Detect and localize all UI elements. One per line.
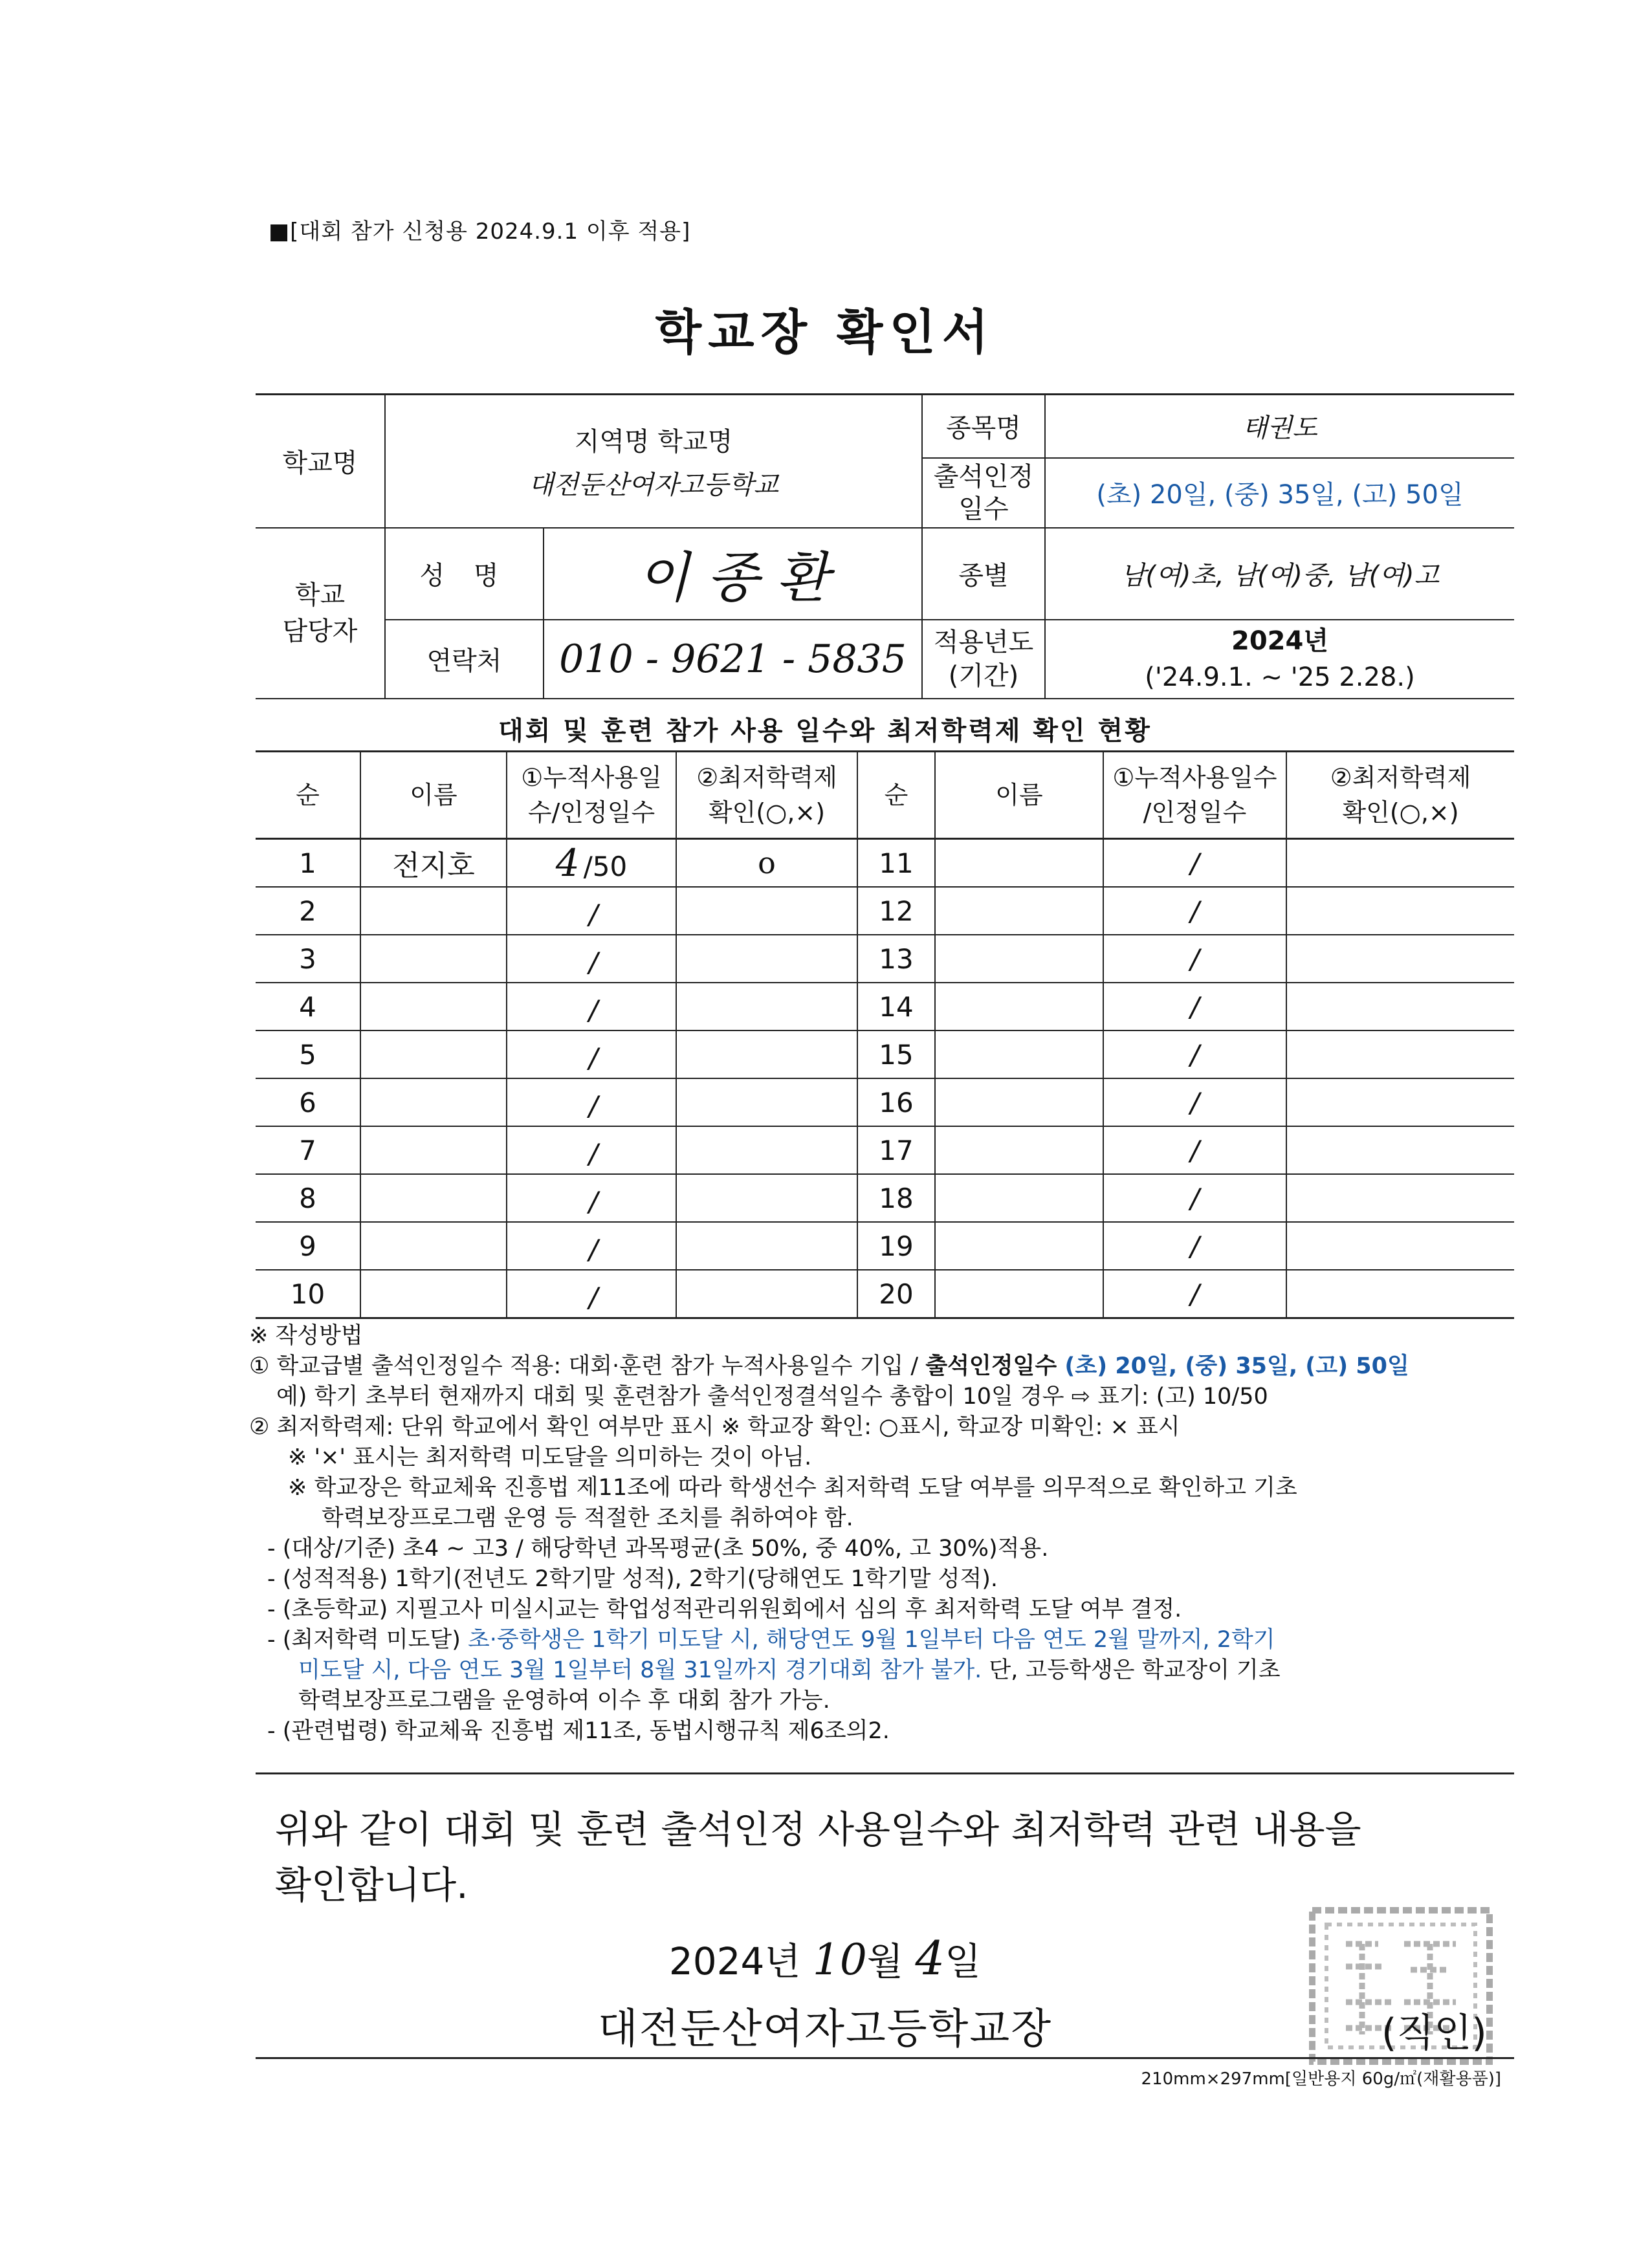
gender-value (1045, 528, 1514, 620)
row-days-right: / (1103, 1078, 1286, 1126)
detail-5: - (관련법령) 학교체육 진흥법 제11조, 동법시행규칙 제6조의2. (267, 1718, 890, 1744)
row-name (360, 1030, 507, 1078)
detail-4-line3: 학력보장프로그램을 운영하여 이수 후 대회 참가 가능. (298, 1688, 830, 1714)
note-1 (249, 1351, 1517, 1382)
row-days (507, 1270, 676, 1318)
note-2-law-1: ※ 학교장은 학교체육 진흥법 제11조에 따라 학생선수 최저학력 도달 여부를 의무적으로 확인하고 기초 (288, 1475, 1297, 1501)
row-days-right: / (1103, 887, 1286, 935)
participation-table (256, 750, 1514, 1319)
row-days (507, 1030, 676, 1078)
date-day-handwritten: 4 (915, 1931, 945, 1985)
row-days (507, 887, 676, 935)
row-seq: 4 (256, 983, 360, 1030)
row-days-total: /50 (583, 851, 628, 882)
row-seq: 9 (256, 1222, 360, 1270)
row-days-total: / (588, 1186, 599, 1217)
header-days-line2: 수/인정일수 (527, 798, 655, 827)
manager-label-1: 학교 (294, 580, 346, 610)
detail-4 (249, 1625, 1517, 1655)
header-seq-right: 순 (857, 752, 935, 839)
note-1-bold: 출석인정일수 (925, 1353, 1057, 1379)
row-seq-right: 20 (857, 1270, 935, 1318)
attendance-value: (초) 20일, (중) 35일, (고) 50일 (1045, 458, 1514, 528)
row-min-check-right (1286, 983, 1514, 1030)
table-row (256, 1174, 1514, 1222)
header-days-right-line2: /인정일수 (1143, 798, 1247, 827)
table-row (256, 935, 1514, 983)
row-days-total: / (588, 1090, 599, 1122)
confirmation-text (275, 1802, 1517, 1913)
detail-1: - (대상/기준) 초4 ~ 고3 / 해당학년 과목평균(초 50%, 중 40%, 고 30%)적용. (267, 1536, 1049, 1562)
row-min-check-right (1286, 1270, 1514, 1318)
contact-label: 연락처 (385, 620, 544, 699)
instructions (249, 1321, 1517, 1747)
row-name-right (935, 1270, 1103, 1318)
header-min-right-line2: 확인(○,×) (1342, 798, 1459, 827)
info-table (256, 393, 1514, 699)
row-name (360, 1270, 507, 1318)
year-label-2: (기간) (948, 660, 1019, 691)
row-seq-right: 16 (857, 1078, 935, 1126)
row-seq-right: 13 (857, 935, 935, 983)
row-seq: 7 (256, 1126, 360, 1174)
row-seq: 1 (256, 839, 360, 888)
table-header-row (256, 752, 1514, 839)
school-label: 학교명 (256, 395, 385, 528)
row-days (507, 1174, 676, 1222)
row-seq: 3 (256, 935, 360, 983)
header-days-line1: ①누적사용일 (521, 763, 662, 792)
row-days-right: / (1103, 839, 1286, 888)
note-1-example: 예) 학기 초부터 현재까지 대회 및 훈련참가 출석인정결석일수 총합이 10일 경우 ⇨ 표기: (고) 10/50 (276, 1384, 1268, 1410)
header-days-right-line1: ①누적사용일수 (1112, 763, 1277, 792)
row-seq: 5 (256, 1030, 360, 1078)
row-days-total: / (588, 994, 599, 1026)
attendance-label-2: 일수 (958, 494, 1009, 524)
row-days-total: / (588, 1042, 599, 1074)
row-days (507, 983, 676, 1030)
detail-3: - (초등학교) 지필고사 미실시교는 학업성적관리위원회에서 심의 후 최저학력 도달 여부 결정. (267, 1597, 1182, 1622)
header-min-line1: ②최저학력제 (696, 763, 837, 792)
row-name (360, 1174, 507, 1222)
row-name-right (935, 1174, 1103, 1222)
row-days-total: / (588, 1138, 599, 1170)
table-row (256, 1078, 1514, 1126)
row-seq-right: 12 (857, 887, 935, 935)
row-seq-right: 19 (857, 1222, 935, 1270)
header-min (676, 752, 857, 839)
name-value-handwritten: 이 종 환 (544, 528, 922, 620)
row-days-total: / (588, 946, 599, 978)
row-seq: 2 (256, 887, 360, 935)
row-name-right (935, 1126, 1103, 1174)
table-row (256, 887, 1514, 935)
row-min-check (676, 1174, 857, 1222)
date-year: 2024년 (668, 1939, 801, 1983)
row-min-check (676, 983, 857, 1030)
row-days-right: / (1103, 935, 1286, 983)
detail-4-blue-2: 미도달 시, 다음 연도 3월 1일부터 8월 31일까지 경기대회 참가 불가. (298, 1657, 982, 1683)
gender-label: 종별 (922, 528, 1045, 620)
year-label-1: 적용년도 (933, 627, 1034, 657)
table-row (256, 1126, 1514, 1174)
detail-4-label: - (최저학력 미도달) (267, 1627, 468, 1653)
row-name (360, 1126, 507, 1174)
confirmation-line-1: 위와 같이 대회 및 훈련 출석인정 사용일수와 최저학력 관련 내용을 (275, 1807, 1361, 1851)
row-days-right: / (1103, 983, 1286, 1030)
row-name-right (935, 1078, 1103, 1126)
header-min-right-line1: ②최저학력제 (1330, 763, 1471, 792)
header-name-right: 이름 (935, 752, 1103, 839)
note-2-law-2: 학력보장프로그램 운영 등 적절한 조치를 취하여야 함. (322, 1505, 853, 1531)
row-name-right (935, 983, 1103, 1030)
attendance-label-1: 출석인정 (933, 461, 1034, 492)
row-min-check (676, 1078, 857, 1126)
detail-4-line2 (249, 1655, 1517, 1686)
header-name: 이름 (360, 752, 507, 839)
row-days-total: / (588, 1281, 599, 1313)
row-seq: 10 (256, 1270, 360, 1318)
row-seq-right: 14 (857, 983, 935, 1030)
detail-2: - (성적적용) 1학기(전년도 2학기말 성적), 2학기(당해연도 1학기말 성적). (267, 1566, 998, 1592)
row-min-check: o (676, 839, 857, 888)
row-days-right: / (1103, 1222, 1286, 1270)
divider-bottom (256, 2057, 1514, 2059)
row-name (360, 935, 507, 983)
date-day-unit: 일 (945, 1939, 982, 1983)
row-seq-right: 17 (857, 1126, 935, 1174)
note-1-values: (초) 20일, (중) 35일, (고) 50일 (1057, 1353, 1409, 1379)
row-min-check-right (1286, 1174, 1514, 1222)
row-days-right: / (1103, 1270, 1286, 1318)
header-seq: 순 (256, 752, 360, 839)
row-min-check (676, 1270, 857, 1318)
row-min-check-right (1286, 839, 1514, 888)
manager-label-2: 담당자 (282, 616, 358, 646)
row-name (360, 983, 507, 1030)
row-min-check-right (1286, 1222, 1514, 1270)
row-days-right: / (1103, 1030, 1286, 1078)
row-min-check (676, 1222, 857, 1270)
header-note: ■[대회 참가 신청용 2024.9.1 이후 적용] (269, 219, 691, 245)
row-min-check-right (1286, 887, 1514, 935)
row-name-right (935, 1222, 1103, 1270)
year-value-2: ('24.9.1. ~ '25 2.28.) (1145, 662, 1415, 692)
school-sub-label: 지역명 학교명 (574, 426, 733, 457)
row-seq-right: 18 (857, 1174, 935, 1222)
row-min-check (676, 935, 857, 983)
row-min-check-right (1286, 1078, 1514, 1126)
detail-4-text: 단, 고등학생은 학교장이 기초 (982, 1657, 1281, 1683)
table-row (256, 839, 1514, 888)
row-days (507, 1126, 676, 1174)
page-title: 학교장 확인서 (655, 305, 995, 360)
row-seq-right: 11 (857, 839, 935, 888)
header-days-right (1103, 752, 1286, 839)
row-min-check-right (1286, 1126, 1514, 1174)
year-value-1: 2024년 (1231, 626, 1328, 656)
notes-heading: ※ 작성방법 (249, 1323, 363, 1349)
principal-name: 대전둔산여자고등학교장 (597, 2005, 1053, 2053)
row-min-check-right (1286, 1030, 1514, 1078)
row-name (360, 1222, 507, 1270)
note-2-x: ※ '×' 표시는 최저학력 미도달을 의미하는 것이 아님. (288, 1445, 812, 1470)
name-label: 성 명 (385, 528, 544, 620)
row-days-total: / (588, 1234, 599, 1265)
header-min-right (1286, 752, 1514, 839)
year-value (1045, 620, 1514, 699)
row-days-right: / (1103, 1126, 1286, 1174)
year-label (922, 620, 1045, 699)
school-cell (385, 395, 922, 528)
seal-mark: (직인) (1381, 2011, 1487, 2056)
divider-top (256, 1772, 1514, 1774)
row-days (507, 1222, 676, 1270)
row-min-check (676, 1126, 857, 1174)
event-label: 종목명 (922, 395, 1045, 458)
school-value: 대전둔산여자고등학교 (528, 470, 779, 500)
note-2: ② 최저학력제: 단위 학교에서 확인 여부만 표시 ※ 학교장 확인: ○표시, 학교장 미확인: × 표시 (249, 1414, 1180, 1440)
section-title: 대회 및 훈련 참가 사용 일수와 최저학력제 확인 현황 (498, 716, 1152, 746)
confirmation-line-2: 확인합니다. (275, 1863, 468, 1907)
date-month-handwritten: 10 (812, 1935, 867, 1985)
contact-value-handwritten: 010 - 9621 - 5835 (544, 620, 922, 699)
table-row (256, 1270, 1514, 1318)
gender-value-text: 남(여)초, 남(여)중, 남(여)고 (1120, 561, 1440, 591)
row-days (507, 1078, 676, 1126)
row-days-total: / (588, 899, 599, 930)
table-row (256, 1222, 1514, 1270)
table-row (256, 983, 1514, 1030)
header-min-line2: 확인(○,×) (708, 798, 826, 827)
table-row (256, 1030, 1514, 1078)
row-days (507, 935, 676, 983)
row-min-check (676, 1030, 857, 1078)
row-seq: 8 (256, 1174, 360, 1222)
row-min-check (676, 887, 857, 935)
manager-label (256, 528, 385, 699)
row-seq: 6 (256, 1078, 360, 1126)
row-seq-right: 15 (857, 1030, 935, 1078)
date-month-unit: 월 (866, 1939, 903, 1983)
event-value: 태권도 (1045, 395, 1514, 458)
note-1-text: ① 학교급별 출석인정일수 적용: 대회·훈련 참가 누적사용일수 기입 / (249, 1353, 926, 1379)
detail-4-blue-1: 초·중학생은 1학기 미도달 시, 해당연도 9월 1일부터 다음 연도 2월 말까지, 2학기 (468, 1627, 1275, 1653)
row-name-right (935, 935, 1103, 983)
row-days (507, 839, 676, 888)
attendance-label (922, 458, 1045, 528)
row-name-right (935, 1030, 1103, 1078)
row-min-check-right (1286, 935, 1514, 983)
row-days-used-handwritten: 4 (555, 841, 580, 885)
row-days-right: / (1103, 1174, 1286, 1222)
row-name (360, 1078, 507, 1126)
row-name-right (935, 839, 1103, 888)
row-name-right (935, 887, 1103, 935)
row-name (360, 887, 507, 935)
header-days (507, 752, 676, 839)
row-name: 전지호 (360, 839, 507, 888)
paper-spec-footer: 210mm×297mm[일반용지 60g/㎡(재활용품)] (1141, 2069, 1501, 2089)
